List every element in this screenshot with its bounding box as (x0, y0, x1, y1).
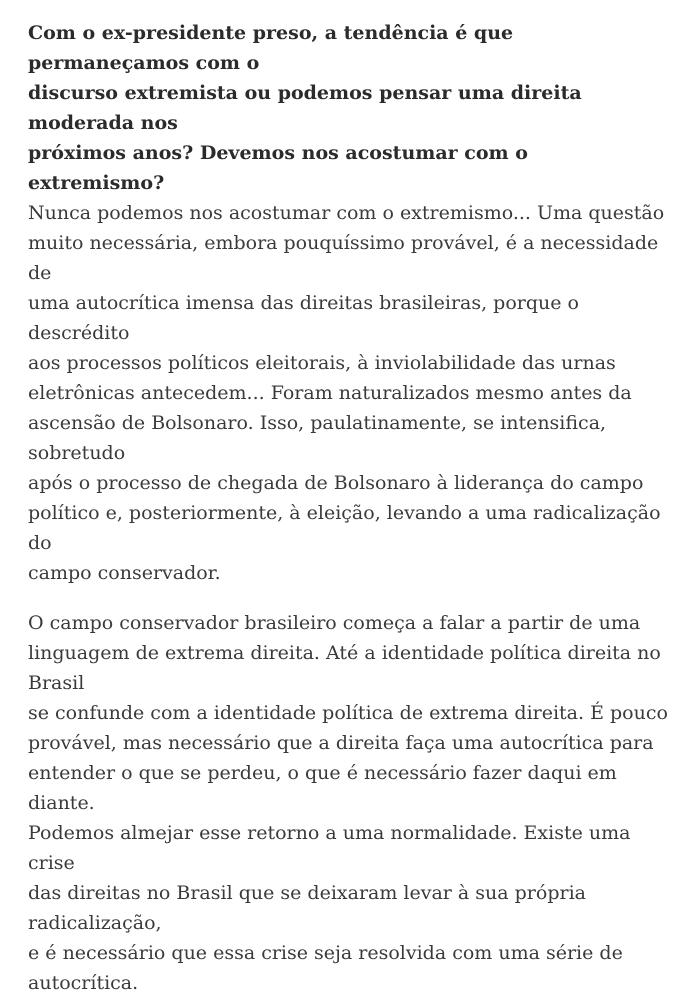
answer-paragraph-1: Nunca podemos nos acostumar com o extremismo... Uma questão muito necessária, embora pouquíssimo provável, é a necessidade de uma autocrítica imensa das direitas brasileiras, porque o descrédito aos processos políticos eleitorais, à inviolabilidade das urnas eletrônicas antecedem... Foram naturalizados mesmo antes da ascensão de Bolsonaro. Isso, paulatinamente, se intensifica, sobretudo após o processo de chegada de Bolsonaro à liderança do campo político e, posteriormente, à eleição, levando a uma radicalização do campo conservador. (28, 202, 665, 584)
interview-question: Com o ex-presidente preso, a tendência é que permaneçamos com o discurso extremista ou podemos pensar uma direita moderada nos próximos anos? Devemos nos acostumar com o extremismo? (28, 22, 582, 194)
article-body (28, 18, 668, 998)
paragraph-spacer (28, 588, 668, 608)
answer-paragraph-2: O campo conservador brasileiro começa a falar a partir de uma linguagem de extrema direita. Até a identidade política direita no Brasil se confunde com a identidade política de extrema direita. É pouco provável, mas necessário que a direita faça uma autocrítica para entender o que se perdeu, o que é necessário fazer daqui em diante. Podemos almejar esse retorno a uma normalidade. Existe uma crise das direitas no Brasil que se deixaram levar à sua própria radicalização, e é necessário que essa crise seja resolvida com uma série de autocrítica. (28, 612, 668, 994)
